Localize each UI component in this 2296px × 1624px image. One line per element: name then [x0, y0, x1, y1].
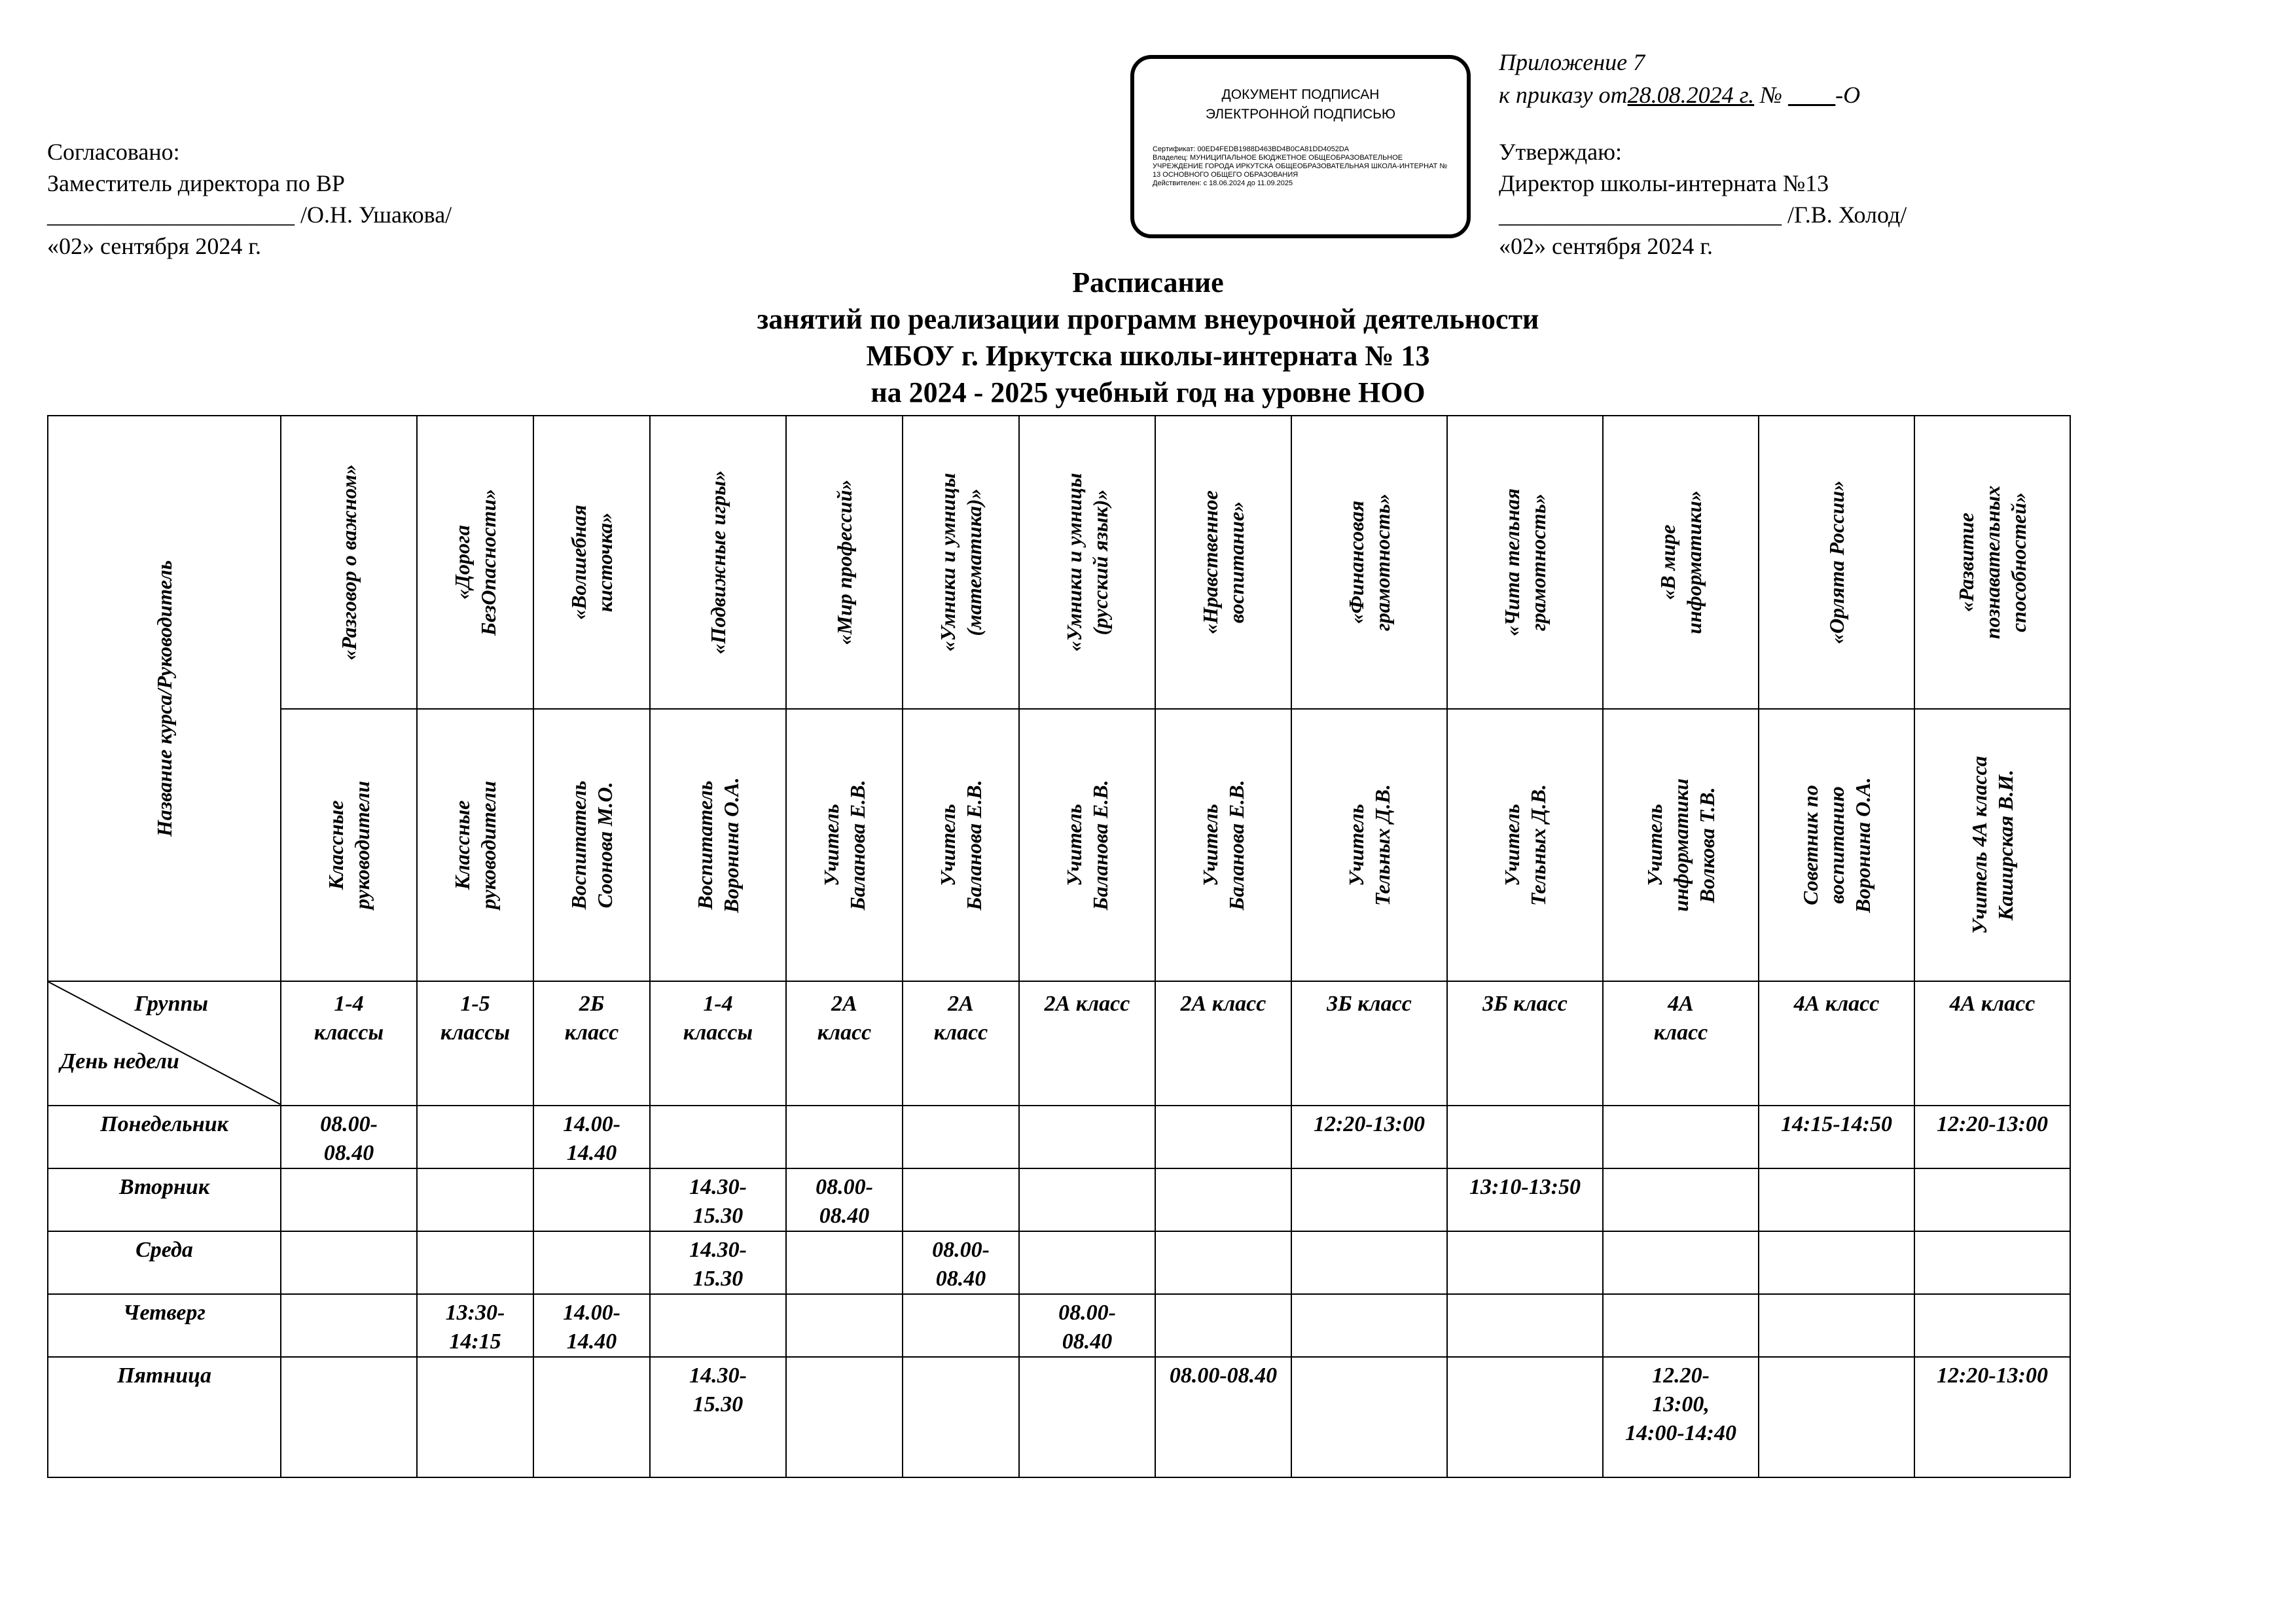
day-row — [48, 1231, 2070, 1294]
schedule-time-cell — [1759, 1168, 1914, 1231]
course-leader-cell — [1759, 709, 1914, 981]
schedule-time-cell — [903, 1168, 1019, 1231]
schedule-time-cell — [417, 1231, 533, 1294]
title-line-2: занятий по реализации программ внеурочной деятельности — [757, 303, 1539, 335]
course-leader: Учитель Баланова Е.В. — [936, 780, 986, 911]
agreed-signature-line: _____________________ /О.Н. Ушакова/ — [47, 202, 452, 228]
course-name-cell — [281, 416, 417, 709]
schedule-time-cell — [1603, 1106, 1759, 1168]
schedule-time-cell — [903, 1357, 1019, 1477]
day-row — [48, 1106, 2070, 1168]
schedule-time-cell: 13:30- 14:15 — [417, 1294, 533, 1357]
schedule-time-cell — [1759, 1357, 1914, 1477]
group-cell: 2А класс — [786, 981, 903, 1106]
schedule-time-cell: 12:20-13:00 — [1291, 1106, 1447, 1168]
course-name: «Нравственное воспитание» — [1198, 490, 1248, 634]
approve-block — [1499, 136, 1907, 262]
schedule-time-cell — [533, 1231, 650, 1294]
schedule-time-cell — [786, 1294, 903, 1357]
groups-row — [48, 981, 2070, 1106]
course-leader: Учитель Баланова Е.В. — [1198, 780, 1248, 911]
agreed-block — [47, 136, 452, 262]
approve-date: «02» сентября 2024 г. — [1499, 233, 1713, 259]
header-row-leaders — [48, 709, 2070, 981]
group-cell: 3Б класс — [1447, 981, 1603, 1106]
corner-header: Название курса/Руководитель — [152, 560, 176, 837]
schedule-time-cell — [417, 1357, 533, 1477]
schedule-time-cell — [1759, 1231, 1914, 1294]
course-leader-cell — [903, 709, 1019, 981]
course-name: «Умники и умницы (русский язык)» — [1062, 473, 1112, 652]
schedule-time-cell — [650, 1294, 786, 1357]
schedule-time-cell — [1019, 1357, 1155, 1477]
day-label: День недели — [60, 1049, 179, 1074]
electronic-signature-stamp — [1130, 55, 1471, 238]
schedule-time-cell — [786, 1106, 903, 1168]
schedule-time-cell — [1155, 1106, 1291, 1168]
day-name-cell: Вторник — [48, 1168, 281, 1231]
group-cell: 4А класс — [1914, 981, 2070, 1106]
schedule-time-cell: 13:10-13:50 — [1447, 1168, 1603, 1231]
schedule-time-cell: 14.30- 15.30 — [650, 1168, 786, 1231]
schedule-time-cell — [281, 1357, 417, 1477]
course-leader-cell — [533, 709, 650, 981]
schedule-time-cell — [1019, 1168, 1155, 1231]
title-line-1: Расписание — [1072, 266, 1224, 298]
schedule-time-cell: 14.00- 14.40 — [533, 1106, 650, 1168]
day-row — [48, 1294, 2070, 1357]
course-leader: Учитель Баланова Е.В. — [819, 780, 869, 911]
course-leader: Воспитатель Воронина О.А. — [693, 777, 743, 913]
group-cell: 1-5 классы — [417, 981, 533, 1106]
course-name-cell — [786, 416, 903, 709]
course-leader-cell — [786, 709, 903, 981]
schedule-time-cell: 14.30- 15.30 — [650, 1231, 786, 1294]
course-name: «Мир профессий» — [833, 479, 856, 645]
day-row — [48, 1168, 2070, 1231]
schedule-time-cell: 08.00- 08.40 — [281, 1106, 417, 1168]
schedule-table — [47, 415, 2071, 1478]
schedule-time-cell — [281, 1231, 417, 1294]
course-leader-cell — [281, 709, 417, 981]
stamp-certificate: Сертификат: 00ED4FEDB1988D463BD4B0CA81DD4052DA — [1153, 145, 1350, 153]
day-name-cell: Четверг — [48, 1294, 281, 1357]
groups-day-corner — [48, 981, 281, 1106]
schedule-time-cell — [1447, 1294, 1603, 1357]
stamp-title-2: ЭЛЕКТРОННОЙ ПОДПИСЬЮ — [1205, 107, 1396, 122]
schedule-time-cell: 08.00- 08.40 — [786, 1168, 903, 1231]
course-leader: Учитель Баланова Е.В. — [1062, 780, 1112, 911]
group-cell: 4А класс — [1759, 981, 1914, 1106]
schedule-time-cell — [1155, 1231, 1291, 1294]
schedule-time-cell: 08.00- 08.40 — [903, 1231, 1019, 1294]
course-leader: Воспитатель Соонова М.О. — [567, 780, 617, 910]
group-cell: 1-4 классы — [650, 981, 786, 1106]
day-name-cell: Понедельник — [48, 1106, 281, 1168]
schedule-time-cell — [1759, 1294, 1914, 1357]
stamp-owner: Владелец: МУНИЦИПАЛЬНОЕ БЮДЖЕТНОЕ ОБЩЕОБРАЗОВАТЕЛЬНОЕ УЧРЕЖДЕНИЕ ГОРОДА ИРКУТСКА ОБЩЕОБРАЗОВАТЕЛЬНАЯ ШКОЛА-ИНТЕРНАТ № 13 ОСНОВНОГО ОБЩЕГО ОБРАЗОВАНИЯ — [1153, 154, 1448, 179]
group-cell: 2Б класс — [533, 981, 650, 1106]
course-leader: Учитель информатики Волкова Т.В. — [1643, 778, 1719, 912]
group-cell: 3Б класс — [1291, 981, 1447, 1106]
course-name: «Подвижные игры» — [706, 470, 730, 655]
course-name-cell — [1759, 416, 1914, 709]
schedule-time-cell — [1914, 1231, 2070, 1294]
annex-prefix: к приказу от — [1499, 82, 1628, 108]
group-cell: 2А класс — [1155, 981, 1291, 1106]
course-name-cell — [650, 416, 786, 709]
course-leader-cell — [650, 709, 786, 981]
course-name: «Орлята России» — [1825, 480, 1848, 645]
course-leader-cell — [1914, 709, 2070, 981]
schedule-time-cell — [1019, 1106, 1155, 1168]
course-leader-cell — [1447, 709, 1603, 981]
schedule-time-cell — [1914, 1168, 2070, 1231]
schedule-time-cell — [1914, 1294, 2070, 1357]
schedule-time-cell — [1291, 1231, 1447, 1294]
schedule-time-cell — [1603, 1168, 1759, 1231]
agreed-label: Согласовано: — [47, 139, 180, 165]
group-cell: 4А класс — [1603, 981, 1759, 1106]
schedule-time-cell — [1291, 1294, 1447, 1357]
schedule-time-cell: 14.30- 15.30 — [650, 1357, 786, 1477]
schedule-time-cell: 08.00- 08.40 — [1019, 1294, 1155, 1357]
title-line-3: МБОУ г. Иркутска школы-интерната № 13 — [866, 340, 1430, 372]
course-name-cell — [1291, 416, 1447, 709]
stamp-validity: Действителен: с 18.06.2024 до 11.09.2025 — [1153, 179, 1293, 187]
course-leader-cell — [417, 709, 533, 981]
schedule-time-cell — [1291, 1357, 1447, 1477]
course-name: «Финансовая грамотность» — [1344, 493, 1394, 632]
schedule-time-cell — [1447, 1357, 1603, 1477]
approve-label: Утверждаю: — [1499, 139, 1623, 165]
course-leader: Советник по воспитанию Воронина О.А. — [1799, 777, 1874, 913]
stamp-title-1: ДОКУМЕНТ ПОДПИСАН — [1221, 87, 1380, 102]
annex-number-suffix: -О — [1835, 82, 1861, 108]
course-leader-cell — [1019, 709, 1155, 981]
day-name-cell: Пятница — [48, 1357, 281, 1477]
schedule-time-cell — [1447, 1106, 1603, 1168]
document-title — [0, 264, 2296, 411]
group-cell: 2А класс — [1019, 981, 1155, 1106]
course-name-cell — [1019, 416, 1155, 709]
course-name-cell — [1447, 416, 1603, 709]
schedule-time-cell — [417, 1168, 533, 1231]
approve-signature-line: ________________________ /Г.В. Холод/ — [1499, 202, 1907, 228]
group-cell: 1-4 классы — [281, 981, 417, 1106]
agreed-position: Заместитель директора по ВР — [47, 170, 345, 196]
course-name: «Разговор о важном» — [337, 464, 361, 660]
annex-line1: Приложение 7 — [1499, 49, 1645, 75]
course-leader: Классные руководители — [324, 781, 374, 909]
schedule-time-cell — [903, 1294, 1019, 1357]
course-leader: Классные руководители — [450, 781, 500, 909]
course-leader: Учитель Тельных Д.В. — [1344, 784, 1394, 907]
course-name: «В мире информатики» — [1656, 490, 1706, 634]
schedule-time-cell: 12.20- 13:00, 14:00-14:40 — [1603, 1357, 1759, 1477]
annex-line2 — [1499, 79, 1860, 111]
schedule-time-cell — [1155, 1168, 1291, 1231]
schedule-time-cell — [786, 1231, 903, 1294]
course-name: «Умники и умницы (математика)» — [936, 473, 986, 652]
day-row — [48, 1357, 2070, 1477]
course-name: «Развитие познавательных способностей» — [1954, 485, 2030, 640]
course-leader-cell — [1291, 709, 1447, 981]
course-leader: Учитель 4А класса Каширская В.И. — [1967, 756, 2017, 934]
annex-note — [1499, 46, 1860, 111]
schedule-time-cell — [281, 1168, 417, 1231]
schedule-time-cell: 12:20-13:00 — [1914, 1106, 2070, 1168]
schedule-time-cell — [533, 1168, 650, 1231]
course-name-cell — [903, 416, 1019, 709]
course-name-cell — [417, 416, 533, 709]
schedule-time-cell — [1603, 1294, 1759, 1357]
schedule-time-cell — [281, 1294, 417, 1357]
course-name: «Чита тельная грамотность» — [1500, 488, 1550, 636]
course-leader-cell — [1603, 709, 1759, 981]
course-name: «Волшебная кисточка» — [567, 505, 617, 620]
course-name-cell — [1603, 416, 1759, 709]
schedule-time-cell — [533, 1357, 650, 1477]
schedule-time-cell — [1291, 1168, 1447, 1231]
schedule-time-cell — [1447, 1231, 1603, 1294]
schedule-time-cell: 08.00-08.40 — [1155, 1357, 1291, 1477]
schedule-time-cell: 12:20-13:00 — [1914, 1357, 2070, 1477]
group-cell: 2А класс — [903, 981, 1019, 1106]
course-name-cell — [1155, 416, 1291, 709]
schedule-time-cell: 14:15-14:50 — [1759, 1106, 1914, 1168]
annex-number-blank: ____ — [1788, 82, 1836, 108]
schedule-time-cell — [650, 1106, 786, 1168]
course-name-cell — [1914, 416, 2070, 709]
schedule-time-cell — [1155, 1294, 1291, 1357]
course-name: «Дорога БезОпасности» — [450, 488, 500, 636]
title-line-4: на 2024 - 2025 учебный год на уровне НОО — [870, 376, 1426, 408]
approve-position: Директор школы-интерната №13 — [1499, 170, 1829, 196]
schedule-time-cell — [786, 1357, 903, 1477]
course-leader-cell — [1155, 709, 1291, 981]
agreed-date: «02» сентября 2024 г. — [47, 233, 262, 259]
annex-date: 28.08.2024 г. — [1627, 82, 1755, 108]
schedule-time-cell: 14.00- 14.40 — [533, 1294, 650, 1357]
schedule-time-cell — [1019, 1231, 1155, 1294]
schedule-time-cell — [417, 1106, 533, 1168]
header-row-courses — [48, 416, 2070, 709]
day-name-cell: Среда — [48, 1231, 281, 1294]
corner-header-cell — [48, 416, 281, 981]
groups-label: Группы — [134, 992, 208, 1016]
annex-number-label: № — [1754, 82, 1789, 108]
course-leader: Учитель Тельных Д.В. — [1500, 784, 1550, 907]
schedule-time-cell — [903, 1106, 1019, 1168]
schedule-time-cell — [1603, 1231, 1759, 1294]
course-name-cell — [533, 416, 650, 709]
